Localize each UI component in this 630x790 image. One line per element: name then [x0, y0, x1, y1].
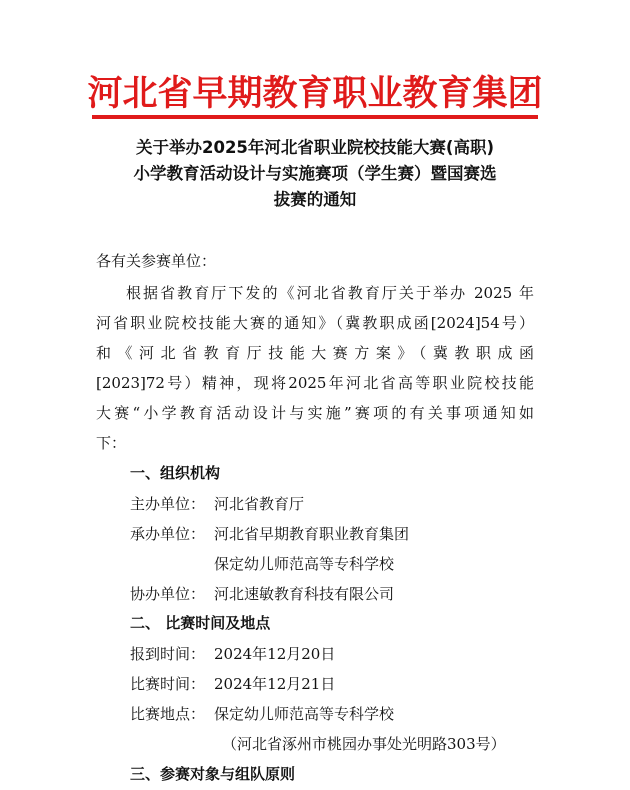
contest-label: 比赛时间：: [130, 675, 206, 693]
contest-value: 2024年12月21日: [214, 675, 336, 693]
organization-name: 河北省早期教育职业教育集团: [87, 74, 543, 114]
paragraph-line-4: [2023]72号）精神，现将2025年河北省高等职业院校技能: [96, 374, 534, 392]
section-1-heading: 一、组织机构: [130, 464, 221, 482]
notice-title-line-3: 拔赛的通知: [273, 190, 357, 209]
salutation: 各有关参赛单位：: [96, 252, 217, 270]
paragraph-line-5: 大赛“小学教育活动设计与实施”赛项的有关事项通知如: [96, 404, 534, 422]
section-3-heading: 三、参赛对象与组队原则: [130, 765, 296, 783]
organizer-label: 承办单位：: [130, 525, 206, 543]
paragraph-line-6: 下：: [96, 434, 127, 452]
paragraph-line-1: 根据省教育厅下发的《河北省教育厅关于举办 2025 年: [126, 284, 534, 302]
red-divider: [92, 115, 538, 119]
co-organizer-value: 河北速敏教育科技有限公司: [214, 585, 395, 603]
organizer-value-1: 河北省早期教育职业教育集团: [214, 525, 410, 543]
host-value: 河北省教育厅: [214, 495, 305, 513]
organizer-value-2: 保定幼儿师范高等专科学校: [214, 555, 395, 573]
paragraph-line-3: 和《河北省教育厅技能大赛方案》（冀教职成函: [96, 344, 534, 362]
venue-address: （河北省涿州市桃园办事处光明路303号）: [222, 735, 506, 753]
co-organizer-label: 协办单位：: [130, 585, 206, 603]
checkin-value: 2024年12月20日: [214, 645, 336, 663]
section-2-heading: 二、 比赛时间及地点: [130, 614, 271, 632]
notice-title-line-2: 小学教育活动设计与实施赛项（学生赛）暨国赛选: [133, 164, 497, 183]
venue-value: 保定幼儿师范高等专科学校: [214, 705, 395, 723]
notice-title-line-1: 关于举办2025年河北省职业院校技能大赛(高职): [135, 138, 494, 157]
checkin-label: 报到时间：: [130, 645, 206, 663]
paragraph-line-2: 河省职业院校技能大赛的通知》（冀教职成函[2024]54号）: [96, 314, 534, 332]
host-label: 主办单位：: [130, 495, 206, 513]
venue-label: 比赛地点：: [130, 705, 206, 723]
